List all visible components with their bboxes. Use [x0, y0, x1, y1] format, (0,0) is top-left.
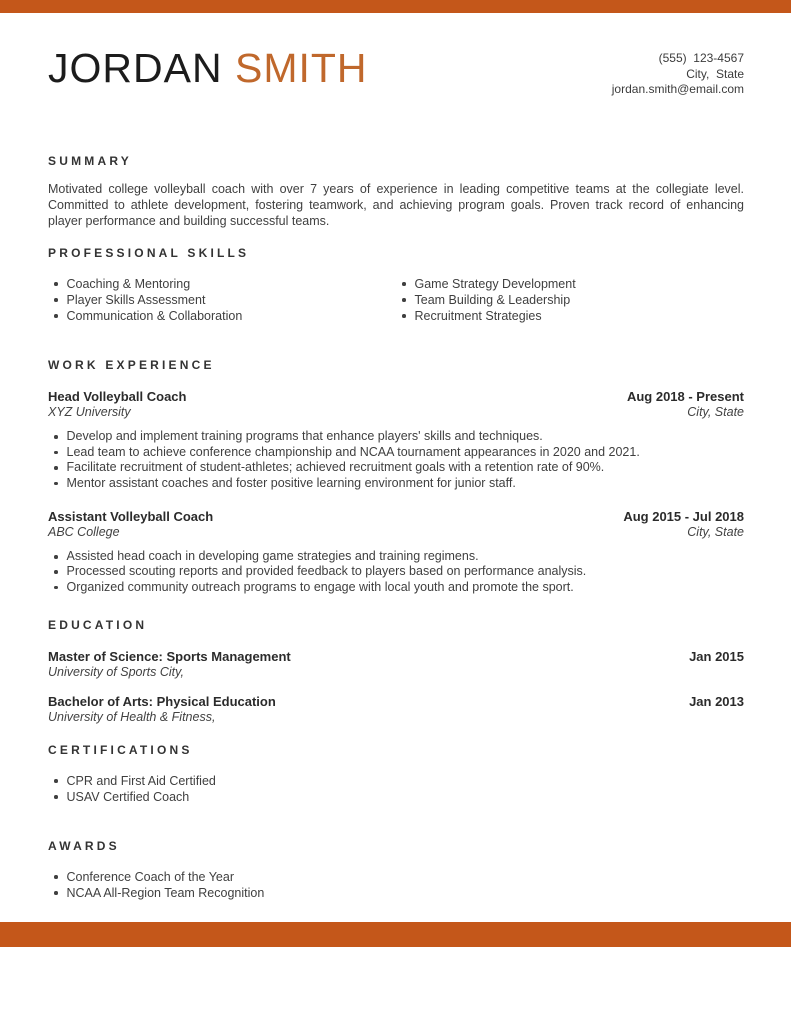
- resume-content: [0, 44, 791, 901]
- certification-label: CPR and First Aid Certified: [66, 774, 216, 789]
- job-bullet: Facilitate recruitment of student-athletes; achieved recruitment goals with a retention rate of 90%.: [66, 460, 605, 475]
- last-name: SMITH: [234, 45, 368, 91]
- degree-title: Bachelor of Arts: Physical Education: [48, 694, 276, 710]
- skill-label: Game Strategy Development: [414, 277, 576, 292]
- skills-column-right: [396, 276, 744, 324]
- degree-title: Master of Science: Sports Management: [48, 649, 291, 665]
- skill-label: Player Skills Assessment: [66, 293, 206, 308]
- summary-paragraph: Motivated college volleyball coach with over 7 years of experience in leading competitive teams at the collegiate level. Committed to athlete development, fostering teamwork, and achieving program goals. Proven track record of enhancing player performance and building successful teams.: [48, 181, 744, 229]
- job-dates: Aug 2015 - Jul 2018: [623, 509, 744, 525]
- skills-columns: [48, 276, 744, 324]
- list-item: [48, 564, 744, 579]
- degree-school: University of Sports City,: [48, 664, 184, 679]
- list-item: [48, 292, 396, 308]
- bullet-icon: [54, 555, 58, 559]
- email-address: jordan.smith@email.com: [611, 82, 744, 96]
- job-location: City, State: [687, 404, 744, 419]
- job-dates: Aug 2018 - Present: [626, 389, 744, 405]
- education-heading: EDUCATION: [48, 618, 148, 633]
- experience-heading: WORK EXPERIENCE: [48, 358, 215, 373]
- bullet-icon: [54, 875, 58, 879]
- job-entry-head-coach: [48, 389, 744, 491]
- skill-label: Coaching & Mentoring: [66, 277, 191, 292]
- list-item: [48, 885, 744, 901]
- degree-school: University of Health & Fitness,: [48, 709, 216, 724]
- summary-heading: SUMMARY: [48, 153, 132, 168]
- person-name: [48, 44, 368, 92]
- section-work-experience: [48, 358, 744, 595]
- list-item: [396, 308, 744, 324]
- bullet-icon: [54, 314, 58, 318]
- job-bullet-list: [48, 429, 744, 491]
- degree-date: Jan 2015: [689, 649, 744, 665]
- header: [48, 44, 744, 98]
- list-item: [48, 580, 744, 595]
- bullet-icon: [402, 298, 406, 302]
- list-item: [48, 476, 744, 491]
- bullet-icon: [54, 451, 58, 455]
- skills-column-left: [48, 276, 396, 324]
- job-bullet-list: [48, 549, 744, 595]
- degree-date: Jan 2013: [689, 694, 744, 710]
- bullet-icon: [54, 570, 58, 574]
- award-label: Conference Coach of the Year: [66, 870, 234, 885]
- bullet-icon: [54, 466, 58, 470]
- awards-heading: AWARDS: [48, 839, 120, 854]
- list-item: [48, 445, 744, 460]
- bullet-icon: [54, 795, 58, 799]
- job-bullet: Develop and implement training programs that enhance players' skills and techniques.: [66, 429, 543, 444]
- certifications-heading: CERTIFICATIONS: [48, 743, 193, 758]
- bullet-icon: [402, 282, 406, 286]
- list-item: [396, 292, 744, 308]
- list-item: [48, 773, 744, 789]
- job-organization: ABC College: [48, 524, 120, 539]
- section-awards: [48, 839, 744, 901]
- section-certifications: [48, 743, 744, 805]
- top-accent-bar: [0, 0, 791, 13]
- job-bullet: Assisted head coach in developing game strategies and training regimens.: [66, 549, 479, 564]
- list-item: [48, 789, 744, 805]
- job-entry-assistant-coach: [48, 509, 744, 595]
- bullet-icon: [54, 298, 58, 302]
- contact-info: [612, 44, 744, 98]
- bullet-icon: [54, 482, 58, 486]
- list-item: [48, 308, 396, 324]
- bullet-icon: [402, 314, 406, 318]
- phone-number: (555) 123-4567: [658, 51, 744, 65]
- list-item: [48, 276, 396, 292]
- bullet-icon: [54, 891, 58, 895]
- section-summary: [48, 154, 744, 230]
- job-organization: XYZ University: [48, 404, 131, 419]
- award-label: NCAA All-Region Team Recognition: [66, 886, 265, 901]
- skill-label: Team Building & Leadership: [414, 293, 571, 308]
- job-bullet: Processed scouting reports and provided feedback to players based on performance analysis.: [66, 564, 587, 579]
- list-item: [48, 869, 744, 885]
- bullet-icon: [54, 779, 58, 783]
- list-item: [48, 460, 744, 475]
- skill-label: Communication & Collaboration: [66, 309, 243, 324]
- bullet-icon: [54, 282, 58, 286]
- list-item: [48, 429, 744, 444]
- bullet-icon: [54, 435, 58, 439]
- certifications-list: [48, 773, 744, 805]
- job-bullet: Organized community outreach programs to engage with local youth and promote the sport.: [66, 579, 574, 594]
- first-name: JORDAN: [48, 45, 223, 91]
- list-item: [48, 549, 744, 564]
- degree-entry-masters: [48, 649, 744, 680]
- job-title: Assistant Volleyball Coach: [48, 509, 214, 525]
- list-item: [396, 276, 744, 292]
- job-title: Head Volleyball Coach: [48, 389, 187, 405]
- section-professional-skills: [48, 246, 744, 324]
- awards-list: [48, 869, 744, 901]
- bottom-accent-bar: [0, 922, 791, 947]
- bullet-icon: [54, 586, 58, 590]
- job-bullet: Lead team to achieve conference championship and NCAA tournament appearances in 2020 and 2021.: [66, 444, 640, 459]
- skill-label: Recruitment Strategies: [414, 309, 542, 324]
- section-education: [48, 618, 744, 725]
- certification-label: USAV Certified Coach: [66, 790, 190, 805]
- job-location: City, State: [687, 524, 744, 539]
- degree-entry-bachelors: [48, 694, 744, 725]
- location-text: City, State: [686, 66, 744, 81]
- job-bullet: Mentor assistant coaches and foster positive learning environment for junior staff.: [66, 475, 516, 490]
- skills-heading: PROFESSIONAL SKILLS: [48, 246, 250, 261]
